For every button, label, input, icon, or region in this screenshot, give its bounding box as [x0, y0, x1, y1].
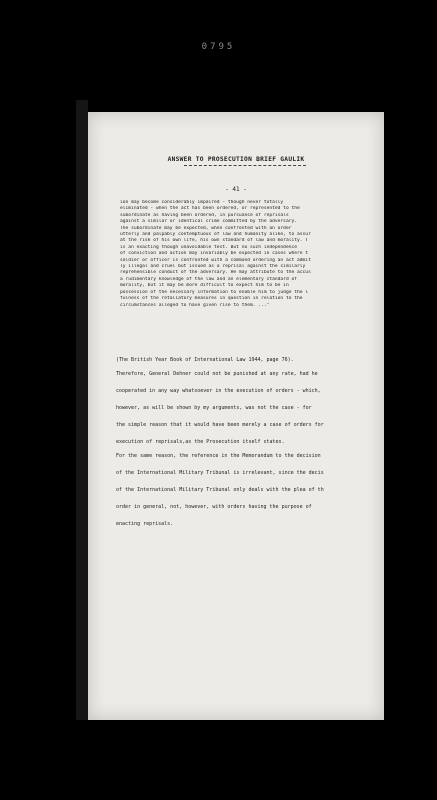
paragraph-line: the simple reason that it would have been merely a case of orders for: [116, 422, 324, 428]
document-page: [88, 112, 384, 720]
quote-line: ly illegal and cruel but issued as a reprisal against the similarly: [120, 264, 306, 270]
paragraph-line: of the International Military Tribunal is irrelevant, since the decis: [116, 470, 324, 476]
quote-line: soldier or officer is confronted with a command ordering an act admit: [120, 257, 311, 263]
quote-line: is an exacting though unavoidable test. But no such independence: [120, 244, 298, 250]
paragraph-line: execution of reprisals,as the Prosecution itself states.: [116, 439, 285, 445]
paragraph-line: order in general, not, however, with orders having the purpose of: [116, 504, 312, 510]
quote-line: ion may become considerably impaired - though never totally: [120, 200, 284, 205]
paragraph-therefore: [116, 366, 380, 451]
paragraph-same-reason: [116, 448, 380, 533]
paragraph-line: enacting reprisals.: [116, 521, 174, 527]
quote-line: utterly and palpably contemptuous of law and humanity alike, to assur: [120, 232, 311, 238]
quote-line: a rudimentary knowledge of the law and an elementary standard of: [120, 276, 298, 282]
quote-line: of conviction and action may invariably be expected in cases where t: [120, 251, 309, 257]
paragraph-line: of the International Military Tribunal only deals with the plea of th: [116, 487, 324, 493]
quote-line: reprehensible conduct of the adversary. He may attribute to the accus: [120, 270, 311, 276]
paragraph-line: cooperated in any way whatsoever in the execution of orders - which,: [116, 388, 321, 394]
film-edge-strip: [76, 100, 88, 720]
paragraph-line: Therefore, General Dehner could not be punished at any rate, had he: [116, 371, 318, 377]
paragraph-line: however, as will be shown by my arguments, was not the case - for: [116, 405, 312, 411]
citation: (The British Year Book of International Law 1944, page 76).: [116, 357, 294, 363]
quote-line: The subordinate may be expected, when confronted with an order: [120, 225, 292, 231]
paragraph-line: For the same reason, the reference in the Memorandum to the decision: [116, 453, 321, 459]
quote-line: fulness of the retaliatory measures in question in relation to the: [120, 296, 303, 302]
quote-line: eliminated - when the act has been ordered, or represented to the: [120, 206, 300, 212]
document-title: ANSWER TO PROSECUTION BRIEF GAULIK: [167, 156, 305, 163]
quote-line: circumstances alleged to have given rise to them. ...": [120, 302, 270, 308]
quote-line: possession of the necessary information to enable him to judge the l: [120, 289, 309, 295]
page-number: - 41 -: [225, 186, 247, 193]
quoted-passage: [120, 200, 382, 309]
microfilm-frame-number: 0795: [201, 42, 236, 52]
quote-line: at the risk of his own life, his own standard of law and morality. T: [120, 238, 309, 244]
title-underline: [184, 165, 306, 166]
quote-line: subordinate as having been ordered, in pursuance of reprisals: [120, 212, 289, 218]
quote-line: morality, but it may be more difficult to expect him to be in: [120, 283, 289, 289]
quote-line: against a similar or identical crime committed by the adversary.: [120, 219, 298, 225]
